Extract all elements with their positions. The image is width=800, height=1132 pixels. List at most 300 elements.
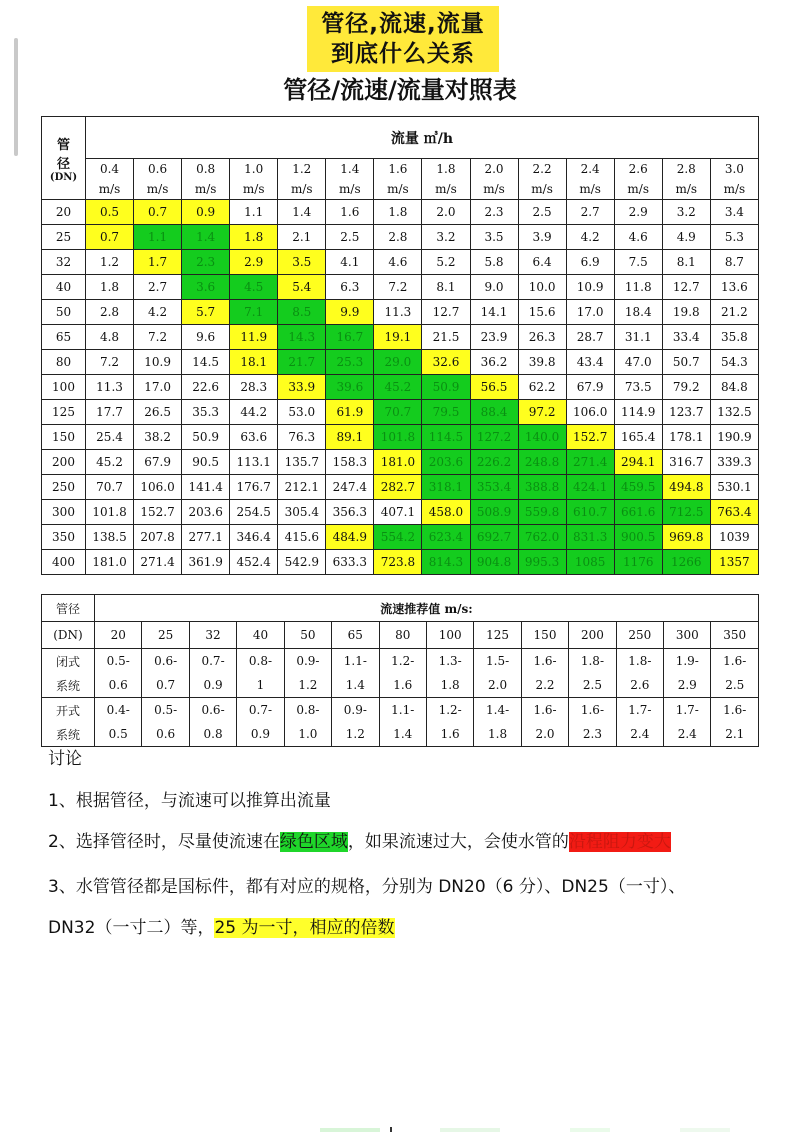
open-system-row — [42, 722, 759, 747]
friction-highlight: 沿程阻力变大 — [568, 832, 671, 852]
flow-cell: 559.8 — [518, 500, 566, 525]
flow-cell: 305.4 — [278, 500, 326, 525]
flow-cell: 2.7 — [134, 275, 182, 300]
flow-cell: 407.1 — [374, 500, 422, 525]
table-row — [42, 400, 759, 425]
size-header: 300 — [664, 622, 711, 649]
flow-cell: 0.9 — [182, 200, 230, 225]
velocity-unit: m/s — [242, 182, 265, 196]
flow-cell: 3.2 — [662, 200, 710, 225]
flow-cell: 84.8 — [710, 375, 758, 400]
size-header: 50 — [284, 622, 331, 649]
flow-cell: 35.8 — [710, 325, 758, 350]
flow-cell: 21.5 — [422, 325, 470, 350]
table-row — [42, 475, 759, 500]
flow-cell: 4.6 — [374, 250, 422, 275]
flow-cell: 76.3 — [278, 425, 326, 450]
flow-cell: 282.7 — [374, 475, 422, 500]
closed-system-value: 2.5 — [569, 673, 616, 698]
flow-cell: 18.1 — [230, 350, 278, 375]
open-system-label: 开式 — [42, 698, 95, 723]
closed-system-row — [42, 649, 759, 674]
title-banner — [307, 6, 499, 72]
velocity-title: 流速推荐值 m/s: — [95, 595, 759, 622]
flow-cell: 7.1 — [230, 300, 278, 325]
velocity-value: 0.8 — [196, 162, 216, 176]
closed-system-value: 0.7- — [189, 649, 236, 674]
flow-cell: 1.1 — [134, 225, 182, 250]
discussion-item-3-cont — [48, 913, 395, 938]
closed-system-label: 系统 — [42, 673, 95, 698]
velocity-value: 0.6 — [148, 162, 168, 176]
flow-cell: 339.3 — [710, 450, 758, 475]
flow-cell: 2.0 — [422, 200, 470, 225]
closed-system-value: 0.9 — [189, 673, 236, 698]
velocity-unit: m/s — [723, 182, 746, 196]
flow-cell: 23.9 — [470, 325, 518, 350]
flow-cell: 3.2 — [422, 225, 470, 250]
velocity-header — [662, 159, 710, 200]
closed-system-value: 1.5- — [474, 649, 521, 674]
open-system-value: 1.4- — [474, 698, 521, 723]
flow-cell: 452.4 — [230, 550, 278, 575]
velocity-unit: m/s — [531, 182, 553, 196]
flow-cell: 459.5 — [614, 475, 662, 500]
flow-cell: 4.6 — [614, 225, 662, 250]
closed-system-value: 1.6 — [379, 673, 426, 698]
flow-cell: 114.9 — [614, 400, 662, 425]
velocity-value: 2.4 — [580, 162, 600, 176]
flow-cell: 1.8 — [86, 275, 134, 300]
size-header: 25 — [142, 622, 189, 649]
velocity-unit: m/s — [627, 182, 650, 196]
velocity-unit: m/s — [579, 182, 601, 196]
flow-cell: 494.8 — [662, 475, 710, 500]
flow-cell: 89.1 — [326, 425, 374, 450]
flow-cell: 2.1 — [278, 225, 326, 250]
flow-cell: 226.2 — [470, 450, 518, 475]
flow-cell: 45.2 — [374, 375, 422, 400]
flow-table — [41, 116, 759, 575]
flow-cell: 415.6 — [278, 525, 326, 550]
banner-line-1: 管径,流速,流量 — [321, 11, 485, 37]
flow-cell: 132.5 — [710, 400, 758, 425]
size-header: 125 — [474, 622, 521, 649]
flow-cell: 712.5 — [662, 500, 710, 525]
flow-cell: 21.2 — [710, 300, 758, 325]
flow-cell: 762.0 — [518, 525, 566, 550]
size-header: 200 — [569, 622, 616, 649]
flow-cell: 15.6 — [518, 300, 566, 325]
closed-system-value: 0.5- — [95, 649, 142, 674]
discussion-item-1: 1、根据管径，与流速可以推算出流量 — [48, 791, 331, 811]
closed-system-value: 2.2 — [521, 673, 568, 698]
size-header: 80 — [379, 622, 426, 649]
flow-cell: 2.7 — [566, 200, 614, 225]
table-row — [42, 275, 759, 300]
flow-cell: 1.8 — [230, 225, 278, 250]
flow-cell: 1.6 — [326, 200, 374, 225]
open-system-value: 0.9 — [237, 722, 284, 747]
open-system-value: 0.8 — [189, 722, 236, 747]
flow-cell: 1266 — [662, 550, 710, 575]
dn-cell: 100 — [42, 375, 86, 400]
flow-cell: 25.3 — [326, 350, 374, 375]
flow-cell: 2.9 — [614, 200, 662, 225]
velocity-header — [134, 159, 182, 200]
flow-cell: 43.4 — [566, 350, 614, 375]
flow-cell: 316.7 — [662, 450, 710, 475]
flow-cell: 97.2 — [518, 400, 566, 425]
discussion-item-3: 3、水管管径都是国标件，都有对应的规格，分别为 DN20（6 分）、DN25（一寸）、 — [48, 877, 686, 897]
closed-system-value: 1.4 — [332, 673, 379, 698]
closed-system-value: 1.2- — [379, 649, 426, 674]
flow-cell: 32.6 — [422, 350, 470, 375]
open-system-row — [42, 698, 759, 723]
dn-cell: 250 — [42, 475, 86, 500]
table-row — [42, 500, 759, 525]
flow-cell: 11.3 — [86, 375, 134, 400]
velocity-value: 1.0 — [244, 162, 264, 176]
velocity-header — [278, 159, 326, 200]
table-row — [42, 250, 759, 275]
open-system-value: 1.7- — [616, 698, 663, 723]
flow-cell: 31.1 — [614, 325, 662, 350]
flow-cell: 14.3 — [278, 325, 326, 350]
flow-cell: 113.1 — [230, 450, 278, 475]
velocity-value: 0.4 — [99, 162, 120, 176]
flow-cell: 33.4 — [662, 325, 710, 350]
dn-cell: 150 — [42, 425, 86, 450]
flow-cell: 2.5 — [518, 200, 566, 225]
flow-cell: 277.1 — [182, 525, 230, 550]
flow-cell: 5.4 — [278, 275, 326, 300]
flow-cell: 3.6 — [182, 275, 230, 300]
item3-text-b: DN32（一寸二）等， — [48, 918, 215, 938]
flow-cell: 5.8 — [470, 250, 518, 275]
velocity-header — [614, 159, 662, 200]
flow-cell: 25.4 — [86, 425, 134, 450]
flow-cell: 1.2 — [86, 250, 134, 275]
table-row — [42, 350, 759, 375]
velocity-header — [518, 159, 566, 200]
velocity-header — [710, 159, 758, 200]
flow-cell: 763.4 — [710, 500, 758, 525]
flow-cell: 10.9 — [566, 275, 614, 300]
closed-system-value: 1.6- — [711, 649, 759, 674]
flow-cell: 56.5 — [470, 375, 518, 400]
dn-cell: 125 — [42, 400, 86, 425]
velocity-unit: m/s — [435, 182, 457, 196]
velocity-unit: m/s — [675, 182, 698, 196]
flow-cell: 181.0 — [374, 450, 422, 475]
velocity-unit: m/s — [290, 182, 313, 196]
closed-system-value: 0.8- — [237, 649, 284, 674]
flow-cell: 19.1 — [374, 325, 422, 350]
open-system-value: 1.6- — [711, 698, 759, 723]
closed-system-row — [42, 673, 759, 698]
open-system-value: 0.5- — [142, 698, 189, 723]
pipe-dn-label: 管 — [56, 137, 70, 153]
flow-cell: 44.2 — [230, 400, 278, 425]
flow-cell: 141.4 — [182, 475, 230, 500]
flow-cell: 271.4 — [134, 550, 182, 575]
velocity-unit: m/s — [387, 182, 409, 196]
flow-cell: 723.8 — [374, 550, 422, 575]
item2-text-b: ，如果流速过大，会使水管的 — [347, 832, 569, 852]
table-row — [42, 425, 759, 450]
dn-cell: 350 — [42, 525, 86, 550]
velocity-value: 1.4 — [340, 162, 360, 176]
closed-system-value: 1.1- — [332, 649, 379, 674]
flow-cell: 248.8 — [518, 450, 566, 475]
discussion-item-2 — [48, 827, 671, 852]
closed-system-label: 闭式 — [42, 649, 95, 674]
flow-cell: 38.2 — [134, 425, 182, 450]
flow-cell: 388.8 — [518, 475, 566, 500]
flow-cell: 969.8 — [662, 525, 710, 550]
flow-cell: 7.2 — [374, 275, 422, 300]
open-system-value: 0.8- — [284, 698, 331, 723]
flow-cell: 508.9 — [470, 500, 518, 525]
flow-cell: 50.9 — [182, 425, 230, 450]
flow-cell: 1.4 — [278, 200, 326, 225]
size-header: 350 — [711, 622, 759, 649]
closed-system-value: 2.6 — [616, 673, 663, 698]
table-row — [42, 225, 759, 250]
dn-cell: 32 — [42, 250, 86, 275]
closed-system-value: 2.9 — [664, 673, 711, 698]
flow-cell: 79.2 — [662, 375, 710, 400]
open-system-value: 1.7- — [664, 698, 711, 723]
closed-system-value: 0.6 — [95, 673, 142, 698]
open-system-value: 1.1- — [379, 698, 426, 723]
open-system-value: 0.5 — [95, 722, 142, 747]
flow-cell: 11.3 — [374, 300, 422, 325]
flow-cell: 7.2 — [134, 325, 182, 350]
flow-cell: 361.9 — [182, 550, 230, 575]
flow-cell: 2.8 — [374, 225, 422, 250]
flow-cell: 70.7 — [374, 400, 422, 425]
flow-cell: 17.0 — [134, 375, 182, 400]
flow-cell: 123.7 — [662, 400, 710, 425]
flow-cell: 28.3 — [230, 375, 278, 400]
flow-cell: 633.3 — [326, 550, 374, 575]
open-system-value: 0.6- — [189, 698, 236, 723]
flow-cell: 318.1 — [422, 475, 470, 500]
flow-cell: 19.8 — [662, 300, 710, 325]
table-row — [42, 550, 759, 575]
flow-cell: 35.3 — [182, 400, 230, 425]
open-system-value: 1.0 — [284, 722, 331, 747]
open-system-value: 1.2- — [426, 698, 473, 723]
flow-cell: 17.7 — [86, 400, 134, 425]
velocity-header — [182, 159, 230, 200]
flow-cell: 181.0 — [86, 550, 134, 575]
dn-cell: 50 — [42, 300, 86, 325]
flow-cell: 6.3 — [326, 275, 374, 300]
flow-cell: 9.0 — [470, 275, 518, 300]
size-header: 32 — [189, 622, 236, 649]
flow-cell: 623.4 — [422, 525, 470, 550]
flow-cell: 101.8 — [374, 425, 422, 450]
size-header: 65 — [332, 622, 379, 649]
flow-cell: 135.7 — [278, 450, 326, 475]
velocity-value: 1.6 — [388, 162, 408, 176]
dn-cell: 20 — [42, 200, 86, 225]
closed-system-value: 1.6- — [521, 649, 568, 674]
flow-cell: 356.3 — [326, 500, 374, 525]
open-system-label: 系统 — [42, 722, 95, 747]
flow-cell: 692.7 — [470, 525, 518, 550]
flow-cell: 10.9 — [134, 350, 182, 375]
flow-cell: 18.4 — [614, 300, 662, 325]
dn-label: (DN) — [42, 622, 95, 649]
open-system-value: 2.1 — [711, 722, 759, 747]
open-system-value: 2.4 — [664, 722, 711, 747]
table-row — [42, 450, 759, 475]
next-page-fragment — [320, 1124, 740, 1132]
flow-cell: 21.7 — [278, 350, 326, 375]
flow-cell: 67.9 — [134, 450, 182, 475]
velocity-value: 1.8 — [436, 162, 456, 176]
open-system-value: 0.9- — [332, 698, 379, 723]
velocity-value: 2.8 — [676, 162, 696, 176]
size-header: 20 — [95, 622, 142, 649]
flow-cell: 900.5 — [614, 525, 662, 550]
flow-cell: 47.0 — [614, 350, 662, 375]
flow-cell: 22.6 — [182, 375, 230, 400]
closed-system-value: 1.8- — [616, 649, 663, 674]
table-row — [42, 375, 759, 400]
flow-cell: 1.4 — [182, 225, 230, 250]
flow-cell: 176.7 — [230, 475, 278, 500]
flow-cell: 6.9 — [566, 250, 614, 275]
flow-cell: 14.5 — [182, 350, 230, 375]
flow-cell: 9.6 — [182, 325, 230, 350]
flow-cell: 45.2 — [86, 450, 134, 475]
flow-cell: 73.5 — [614, 375, 662, 400]
flow-cell: 814.3 — [422, 550, 470, 575]
green-zone-highlight: 绿色区域 — [279, 832, 348, 852]
flow-cell: 13.6 — [710, 275, 758, 300]
flow-cell: 33.9 — [278, 375, 326, 400]
flow-cell: 0.7 — [134, 200, 182, 225]
flow-cell: 458.0 — [422, 500, 470, 525]
velocity-value: 1.2 — [292, 162, 312, 176]
flow-cell: 39.8 — [518, 350, 566, 375]
table-subtitle: 管径/流速/流量对照表 — [283, 76, 517, 104]
flow-cell: 17.0 — [566, 300, 614, 325]
flow-cell: 90.5 — [182, 450, 230, 475]
open-system-value: 2.4 — [616, 722, 663, 747]
flow-cell: 1.1 — [230, 200, 278, 225]
closed-system-value: 1.3- — [426, 649, 473, 674]
dn-cell: 25 — [42, 225, 86, 250]
flow-cell: 4.1 — [326, 250, 374, 275]
flow-cell: 101.8 — [86, 500, 134, 525]
flow-cell: 831.3 — [566, 525, 614, 550]
flow-cell: 114.5 — [422, 425, 470, 450]
flow-cell: 1.7 — [134, 250, 182, 275]
flow-cell: 6.4 — [518, 250, 566, 275]
velocity-value: 2.6 — [628, 162, 648, 176]
discussion-heading: 讨论 — [48, 749, 82, 769]
flow-cell: 152.7 — [566, 425, 614, 450]
flow-cell: 424.1 — [566, 475, 614, 500]
dn-cell: 40 — [42, 275, 86, 300]
inch-highlight: 25 为一寸，相应的倍数 — [214, 918, 395, 938]
flow-cell: 8.5 — [278, 300, 326, 325]
dn-cell: 80 — [42, 350, 86, 375]
flow-cell: 178.1 — [662, 425, 710, 450]
open-system-value: 0.7- — [237, 698, 284, 723]
flow-cell: 0.7 — [86, 225, 134, 250]
open-system-value: 2.0 — [521, 722, 568, 747]
flow-cell: 61.9 — [326, 400, 374, 425]
flow-cell: 138.5 — [86, 525, 134, 550]
flow-cell: 10.0 — [518, 275, 566, 300]
flow-cell: 14.1 — [470, 300, 518, 325]
velocity-header — [422, 159, 470, 200]
open-system-value: 2.3 — [569, 722, 616, 747]
flow-cell: 530.1 — [710, 475, 758, 500]
flow-cell: 4.5 — [230, 275, 278, 300]
flow-cell: 8.1 — [662, 250, 710, 275]
flow-cell: 3.9 — [518, 225, 566, 250]
closed-system-value: 1.8- — [569, 649, 616, 674]
flow-cell: 26.5 — [134, 400, 182, 425]
closed-system-value: 2.5 — [711, 673, 759, 698]
flow-cell: 39.6 — [326, 375, 374, 400]
flow-cell: 50.7 — [662, 350, 710, 375]
size-header: 150 — [521, 622, 568, 649]
flow-cell: 294.1 — [614, 450, 662, 475]
flow-cell: 4.9 — [662, 225, 710, 250]
flow-cell: 554.2 — [374, 525, 422, 550]
velocity-unit: m/s — [339, 182, 361, 196]
flow-cell: 11.8 — [614, 275, 662, 300]
closed-system-value: 1.8 — [426, 673, 473, 698]
dn-cell: 400 — [42, 550, 86, 575]
flow-cell: 2.5 — [326, 225, 374, 250]
velocity-header — [86, 159, 134, 200]
flow-cell: 7.5 — [614, 250, 662, 275]
flow-cell: 2.9 — [230, 250, 278, 275]
velocity-value: 3.0 — [724, 162, 744, 176]
flow-cell: 127.2 — [470, 425, 518, 450]
flow-cell: 346.4 — [230, 525, 278, 550]
open-system-value: 0.6 — [142, 722, 189, 747]
flow-cell: 26.3 — [518, 325, 566, 350]
flow-cell: 1039 — [710, 525, 758, 550]
closed-system-value: 0.9- — [284, 649, 331, 674]
closed-system-value: 0.7 — [142, 673, 189, 698]
flow-cell: 8.1 — [422, 275, 470, 300]
velocity-unit: m/s — [483, 182, 505, 196]
flow-cell: 904.8 — [470, 550, 518, 575]
banner-line-2: 到底什么关系 — [331, 41, 475, 67]
open-system-value: 1.4 — [379, 722, 426, 747]
velocity-header — [374, 159, 422, 200]
flow-cell: 53.0 — [278, 400, 326, 425]
flow-cell: 4.2 — [134, 300, 182, 325]
flow-cell: 3.5 — [470, 225, 518, 250]
closed-system-value: 1.2 — [284, 673, 331, 698]
table-row — [42, 200, 759, 225]
flow-header: 流量 ㎥/h — [86, 117, 759, 159]
flow-cell: 3.5 — [278, 250, 326, 275]
